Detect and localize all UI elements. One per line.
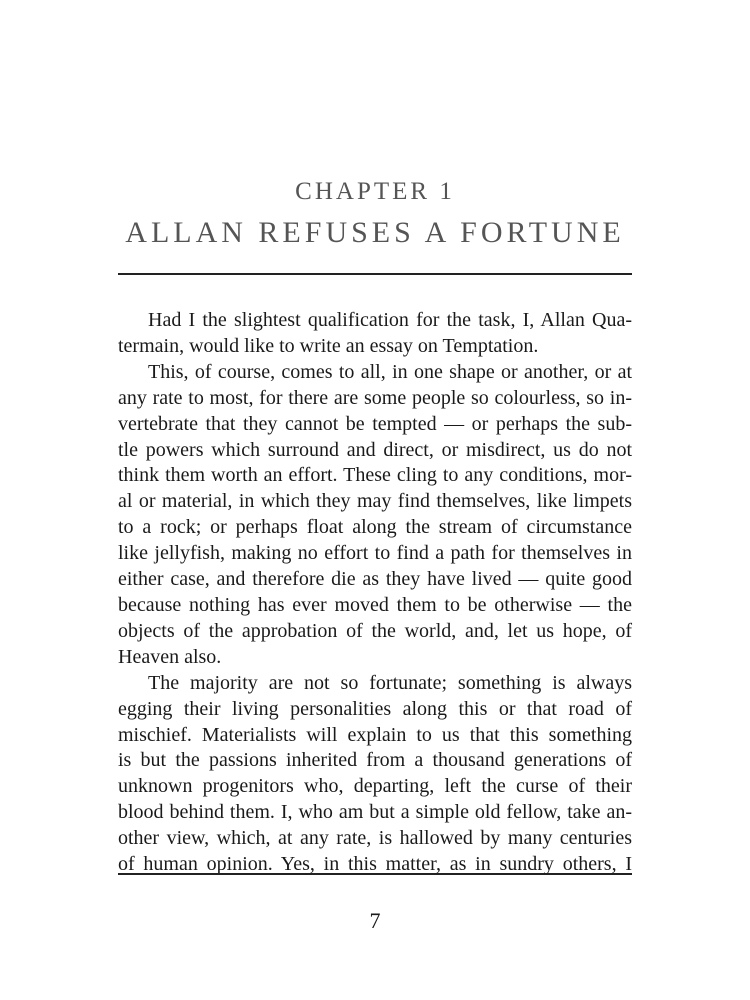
text-line: any rate to most, for there are some people so colourless, so in- <box>118 386 632 409</box>
text-line: either case, and therefore die as they have lived — quite good <box>118 568 632 591</box>
text-line: think them worth an effort. These cling to any conditions, mor- <box>118 464 632 487</box>
text-line: Had I the slightest qualification for the task, I, Allan Qua- <box>148 309 632 331</box>
text-line: objects of the approbation of the world, and, let us hope, of <box>118 619 632 642</box>
top-rule <box>118 273 632 275</box>
text-line: egging their living personalities along this or that road of <box>118 697 632 720</box>
text-line: termain, would like to write an essay on Temptation. <box>118 334 539 357</box>
text-line: because nothing has ever moved them to be otherwise — the <box>118 593 632 616</box>
text-line: to a rock; or perhaps float along the stream of circumstance <box>118 516 632 539</box>
text-line: al or material, in which they may find themselves, like limpets <box>118 490 632 513</box>
chapter-title: ALLAN REFUSES A FORTUNE <box>125 216 625 249</box>
text-line: This, of course, comes to all, in one shape or another, or at <box>148 360 632 383</box>
text-line: is but the passions inherited from a thousand generations of <box>118 749 632 772</box>
chapter-label: CHAPTER 1 <box>295 178 455 205</box>
text-line: blood behind them. I, who am but a simple old fellow, take an- <box>118 801 632 824</box>
bottom-rule <box>118 873 632 875</box>
text-line: other view, which, at any rate, is hallowed by many centuries <box>118 827 632 850</box>
text-line: like jellyfish, making no effort to find a path for themselves in <box>118 542 632 565</box>
text-line: tle powers which surround and direct, or misdirect, us do not <box>118 438 632 461</box>
text-line: vertebrate that they cannot be tempted — or perhaps the sub- <box>118 412 632 435</box>
text-line: unknown progenitors who, departing, left the curse of their <box>118 775 632 798</box>
text-line: mischief. Materialists will explain to us that this something <box>118 723 632 746</box>
body-text <box>118 308 632 878</box>
text-line: Heaven also. <box>118 645 222 668</box>
text-line: The majority are not so fortunate; something is always <box>148 671 632 694</box>
text-line: of human opinion. Yes, in this matter, as in sundry others, I <box>118 853 632 876</box>
page-number: 7 <box>369 908 381 933</box>
